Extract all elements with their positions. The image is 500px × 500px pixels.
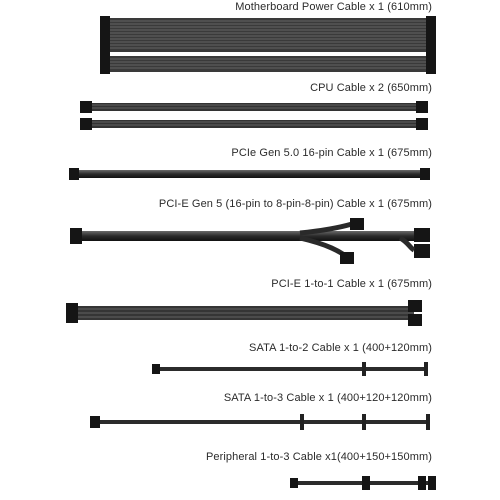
peripheral-cable-image bbox=[290, 476, 436, 490]
cpu-cable-image bbox=[80, 101, 428, 130]
pcie-gen5-16pin-cable-image bbox=[69, 168, 430, 180]
label-pcie-gen5-16pin-cable: PCIe Gen 5.0 16-pin Cable x 1 (675mm) bbox=[231, 147, 432, 159]
label-motherboard-cable: Motherboard Power Cable x 1 (610mm) bbox=[235, 1, 432, 13]
pcie-gen5-split-cable-image bbox=[70, 218, 430, 264]
label-cpu-cable: CPU Cable x 2 (650mm) bbox=[310, 82, 432, 94]
sata-1to2-cable-image bbox=[152, 362, 428, 376]
label-peripheral-cable: Peripheral 1-to-3 Cable x1(400+150+150mm) bbox=[205, 451, 432, 463]
sata-1to3-cable-image bbox=[90, 414, 430, 430]
label-pcie-gen5-split-cable: PCI-E Gen 5 (16-pin to 8-pin-8-pin) Cable x 1 (675mm) bbox=[158, 198, 432, 210]
pcie-1to1-cable-image bbox=[66, 300, 422, 326]
label-pcie-1to1-cable: PCI-E 1-to-1 Cable x 1 (675mm) bbox=[271, 278, 432, 290]
label-sata-1to2-cable: SATA 1-to-2 Cable x 1 (400+120mm) bbox=[249, 342, 432, 354]
motherboard-cable-image bbox=[100, 16, 436, 74]
label-sata-1to3-cable: SATA 1-to-3 Cable x 1 (400+120+120mm) bbox=[223, 392, 432, 404]
